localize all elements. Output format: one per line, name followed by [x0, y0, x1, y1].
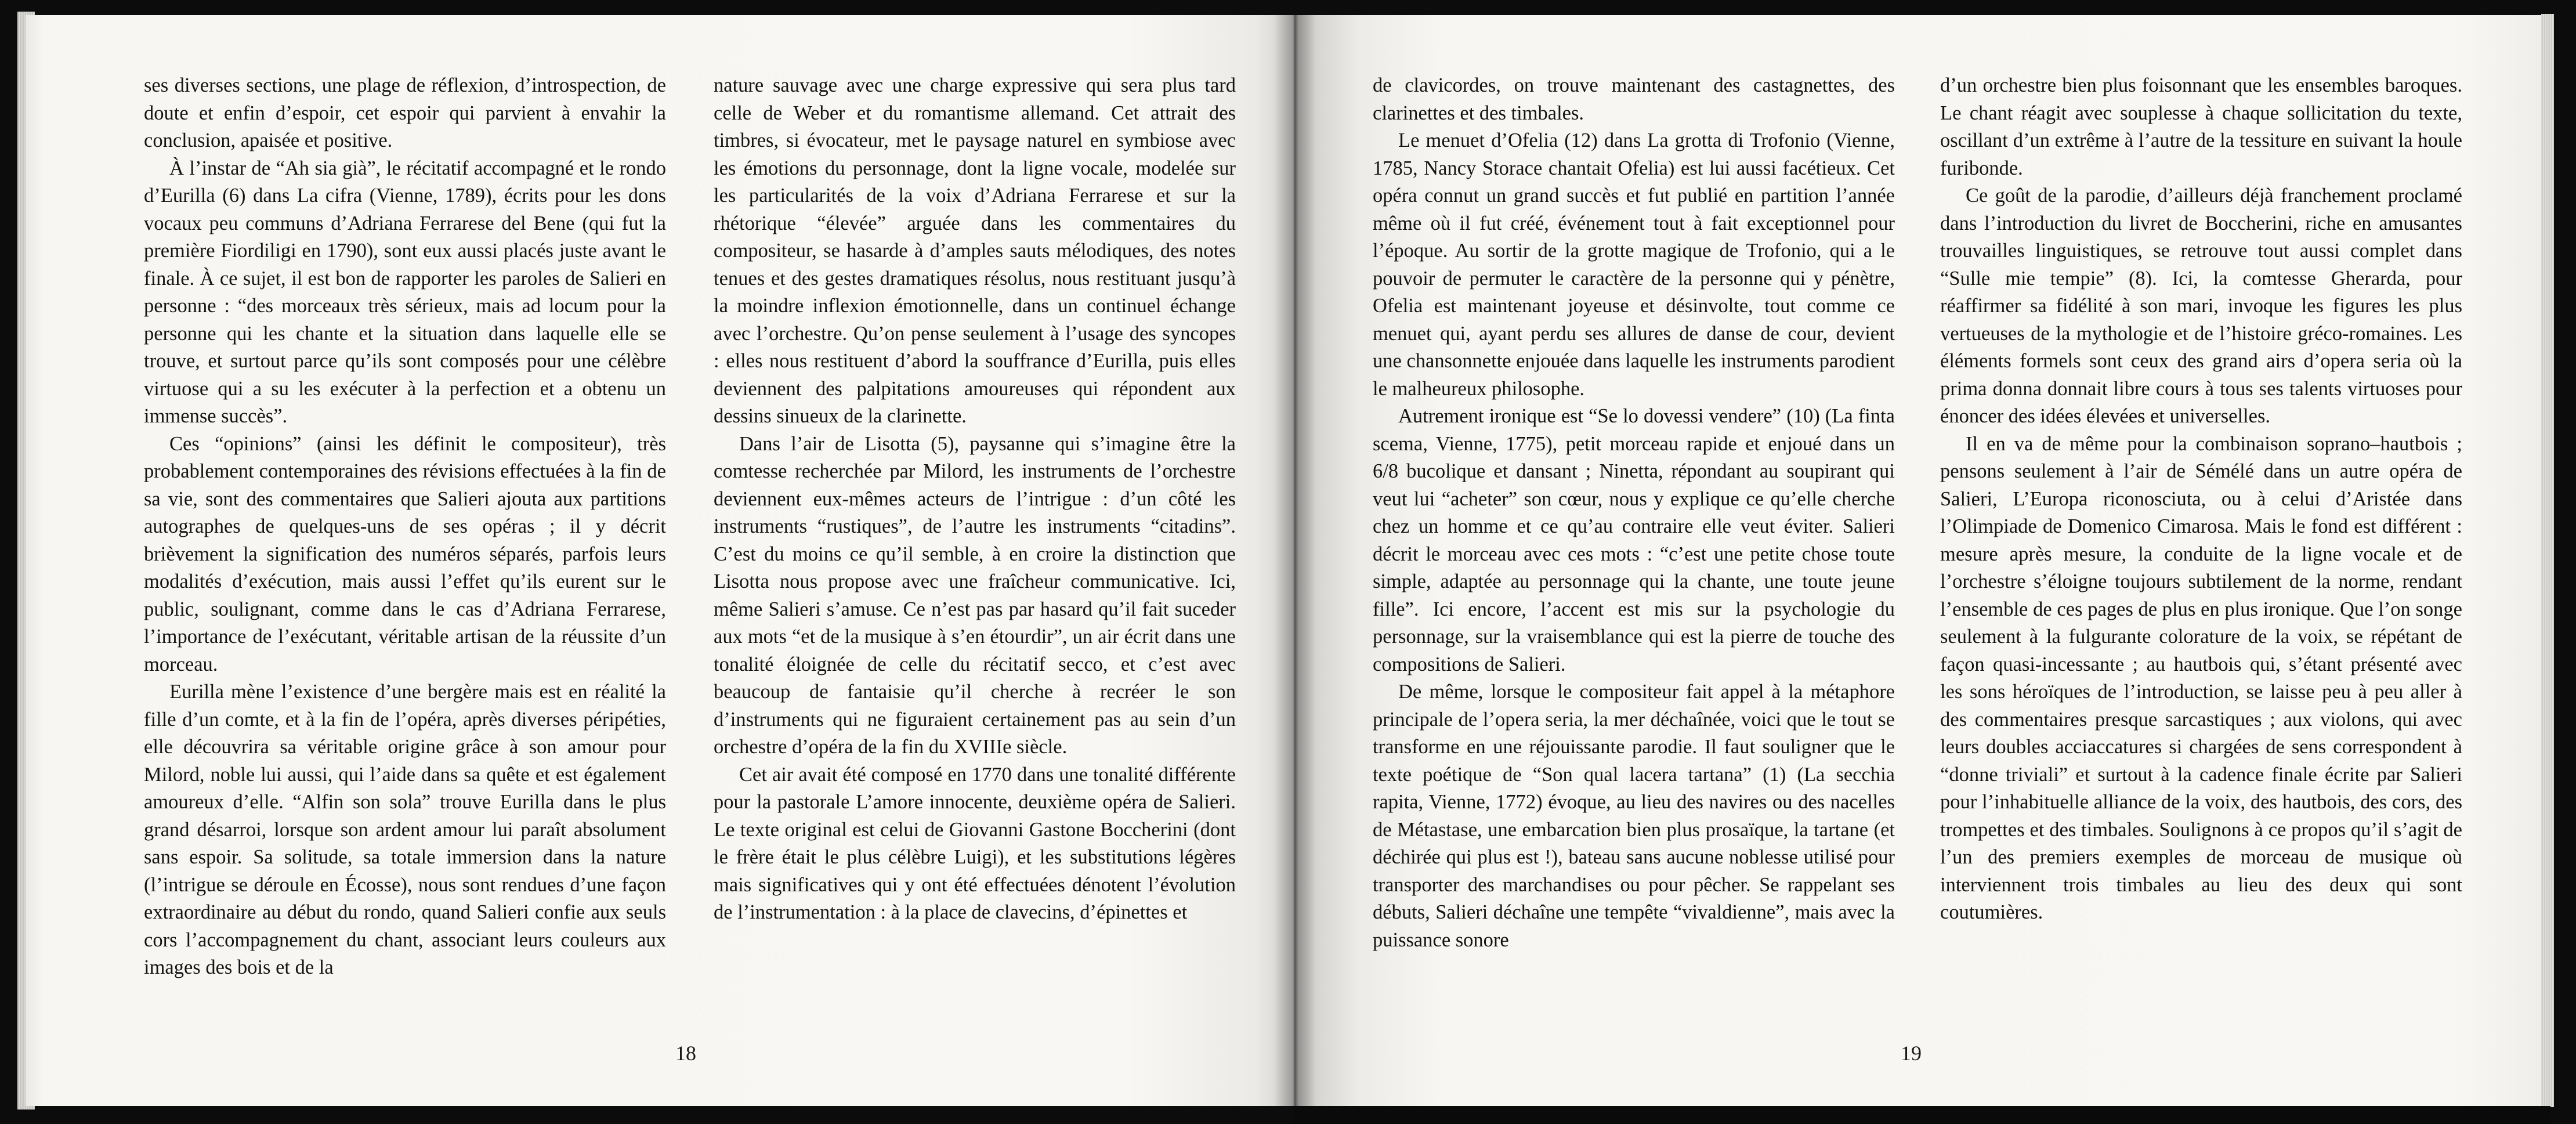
right-page-column-2 [1940, 72, 2462, 927]
paragraph: nature sauvage avec une charge expressive qui sera plus tard celle de Weber et du romantisme allemand. Cet attrait des timbres, si évocateur, met le paysage naturel en symbiose avec les émotions du personnage, dont la ligne vocale, modelée sur les particularités de la voix d’Adriana Ferrarese et sur la rhétorique “élevée” arguée dans les commentaires du compositeur, se hasarde à d’amples sauts mélodiques, des notes tenues et des gestes dramatiques résolus, nous restituant jusqu’à la moindre inflexion émotionnelle, dans un continuel échange avec l’orchestre. Qu’on pense seulement à l’usage des syncopes : elles nous restituent d’abord la souffrance d’Eurilla, puis elles deviennent des palpitations amoureuses qui répondent aux dessins sinueux de la clarinette. [714, 74, 1236, 427]
right-page-column-1 [1373, 72, 1895, 954]
left-page-column-1 [144, 72, 666, 982]
page-edge-right [2541, 14, 2554, 1107]
paragraph: Cet air avait été composé en 1770 dans une tonalité différente pour la pastorale L’amore innocente, deuxième opéra de Salieri. Le texte original est celui de Giovanni Gastone Boccherini (dont le frère était le plus célèbre Luigi), et les substitutions légères mais significatives qui y ont été effectuées dénotent l’évolution de l’instrumentation : à la place de clavecins, d’épinettes et [714, 763, 1236, 923]
paragraph: Autrement ironique est “Se lo dovessi vendere” (10) (La finta scema, Vienne, 1775), petit morceau rapide et enjoué dans un 6/8 bucolique et dansant ; Ninetta, répondant au soupirant qui veut lui “acheter” son cœur, nous y explique ce qu’elle cherche chez un homme et ce qu’au contraire elle veut éviter. Salieri décrit le morceau avec ces mots : “c’est une petite chose toute simple, adaptée au personnage qui la chante, une toute jeune fille”. Ici encore, l’accent est mis sur la psychologie du personnage, sur la vraisemblance qui est la pierre de touche des compositions de Salieri. [1373, 405, 1895, 675]
paragraph: ses diverses sections, une plage de réflexion, d’introspection, de doute et enfin d’espoir, cet espoir qui parvient à envahir la conclusion, apaisée et positive. [144, 74, 666, 151]
page-number-right: 19 [1901, 1042, 1922, 1065]
paragraph: De même, lorsque le compositeur fait appel à la métaphore principale de l’opera seria, la mer déchaînée, voici que le tout se transforme en une réjouissante parodie. Il faut souligner que le texte poétique de “Son qual lacera tartana” (1) (La secchia rapita, Vienne, 1772) évoque, au lieu des navires ou des nacelles de Métastase, une embarcation bien plus prosaïque, la tartane (et déchirée qui plus est !), bateau sans aucune noblesse utilisé pour transporter des marchandises ou pour pêcher. Se rappelant ses débuts, Salieri déchaîne une tempête “vivaldienne”, mais avec la puissance sonore [1373, 681, 1895, 951]
paragraph: Ces “opinions” (ainsi les définit le compositeur), très probablement contemporaines des révisions effectuées à la fin de sa vie, sont des commentaires que Salieri ajouta aux partitions autographes de quelques-uns de ses opéras ; il y décrit brièvement la signification des numéros séparés, parfois leurs modalités d’exécution, mais aussi l’effet qu’ils eurent sur le public, soulignant, comme dans le cas d’Adriana Ferrarese, l’importance de l’exécutant, véritable artisan de la réussite d’un morceau. [144, 432, 666, 675]
page-number-left: 18 [675, 1042, 696, 1065]
paragraph: Dans l’air de Lisotta (5), paysanne qui s’imagine être la comtesse recherchée par Milord, les instruments de l’orchestre deviennent eux-mêmes acteurs de l’intrigue : d’un côté les instruments “rustiques”, de l’autre les instruments “citadins”. C’est du moins ce qu’il semble, à en croire la distinction que Lisotta nous propose avec une fraîcheur communicative. Ici, même Salieri s’amuse. Ce n’est pas par hasard qu’il fait suceder aux mots “et de la musique à s’en étourdir”, un air écrit dans une tonalité éloignée de celle du récitatif secco, et c’est avec beaucoup de fantaisie qu’il cherche à recréer le son d’instruments qui ne figuraient certainement pas au sein d’un orchestre d’opéra de la fin du XVIIIe siècle. [714, 432, 1236, 758]
paragraph: de clavicordes, on trouve maintenant des castagnettes, des clarinettes et des timbales. [1373, 74, 1895, 124]
paragraph: Il en va de même pour la combinaison soprano–hautbois ; pensons seulement à l’air de Sémélé dans un autre opéra de Salieri, L’Europa riconosciuta, ou à celui d’Aristée dans l’Olimpiade de Domenico Cimarosa. Mais le fond est différent : mesure après mesure, la conduite de la ligne vocale et de l’orchestre s’éloigne toujours subtilement de la norme, rendant l’ensemble de ces pages de plus en plus ironique. Que l’on songe seulement à la fulgurante colorature de la voix, se répétant de façon quasi-incessante ; au hautbois qui, s’étant présenté avec les sons héroïques de l’introduction, se laisse peu à peu aller à des commentaires presque sarcastiques ; aux violons, qui avec leurs doubles acciaccatures si chargées de sens correspondent à “donne triviali” et surtout à la cadence finale écrite par Salieri pour l’inhabituelle alliance de la voix, des hautbois, des cors, des trompettes et des timbales. Soulignons à ce propos qu’il s’agit de l’un des premiers exemples de morceau de musique où interviennent trois timbales au lieu des deux qui sont coutumières. [1940, 432, 2462, 923]
paragraph: d’un orchestre bien plus foisonnant que les ensembles baroques. Le chant réagit avec souplesse à chaque sollicitation du texte, oscillant d’un extrême à l’autre de la tessiture en suivant la houle furibonde. [1940, 74, 2462, 179]
paragraph: Le menuet d’Ofelia (12) dans La grotta di Trofonio (Vienne, 1785, Nancy Storace chantait Ofelia) est lui aussi facétieux. Cet opéra connut un grand succès et fut publié en partition l’année même où il fut créé, événement tout à fait exceptionnel pour l’époque. Au sortir de la grotte magique de Trofonio, qui a le pouvoir de permuter le caractère de la personne qui y pénètre, Ofelia est maintenant joyeuse et désinvolte, tout comme ce menuet qui, ayant perdu ses allures de danse de cour, devient une chansonnette enjouée dans laquelle les instruments parodient le malheureux philosophe. [1373, 129, 1895, 400]
book-spine-gutter [1274, 15, 1315, 1106]
paragraph: Eurilla mène l’existence d’une bergère mais est en réalité la fille d’un comte, et à la fin de l’opéra, après diverses péripéties, elle découvrira sa véritable origine grâce à son amour pour Milord, noble lui aussi, qui l’aide dans sa quête et est également amoureux d’elle. “Alfin son sola” trouve Eurilla dans le plus grand désarroi, lorsque son ardent amour lui paraît absolument sans espoir. Sa solitude, sa totale immersion dans la nature (l’intrigue se déroule en Écosse), nous sont rendues d’une façon extraordinaire au début du rondo, quand Salieri confie aux seuls cors l’accompagnement du chant, associant leurs couleurs aux images des bois et de la [144, 681, 666, 978]
paragraph: À l’instar de “Ah sia già”, le récitatif accompagné et le rondo d’Eurilla (6) dans La cifra (Vienne, 1789), écrits pour les dons vocaux peu communs d’Adriana Ferrarese del Bene (qui fut la première Fiordiligi en 1790), sont eux aussi placés juste avant le finale. À ce sujet, il est bon de rapporter les paroles de Salieri en personne : “des morceaux très sérieux, mais ad locum pour la personne qui les chante et la situation dans laquelle elle se trouve, et surtout parce qu’ils sont composés pour une célèbre virtuose qui a su les exécuter à la perfection et a obtenu un immense succès”. [144, 157, 666, 427]
paragraph: Ce goût de la parodie, d’ailleurs déjà franchement proclamé dans l’introduction du livret de Boccherini, riche en amusantes trouvailles linguistiques, se retrouve tout aussi complet dans “Sulle mie tempie” (8). Ici, la comtesse Gherarda, pour réaffirmer sa fidélité à son mari, invoque les figures les plus vertueuses de la mythologie et de l’histoire gréco-romaines. Les éléments formels sont ceux des grand airs d’opera seria où la prima donna donnait libre cours à tous ses talents virtuoses pour énoncer des idées élevées et universelles. [1940, 185, 2462, 427]
left-page-column-2 [714, 72, 1236, 927]
bottom-shadow [1294, 1106, 2550, 1124]
